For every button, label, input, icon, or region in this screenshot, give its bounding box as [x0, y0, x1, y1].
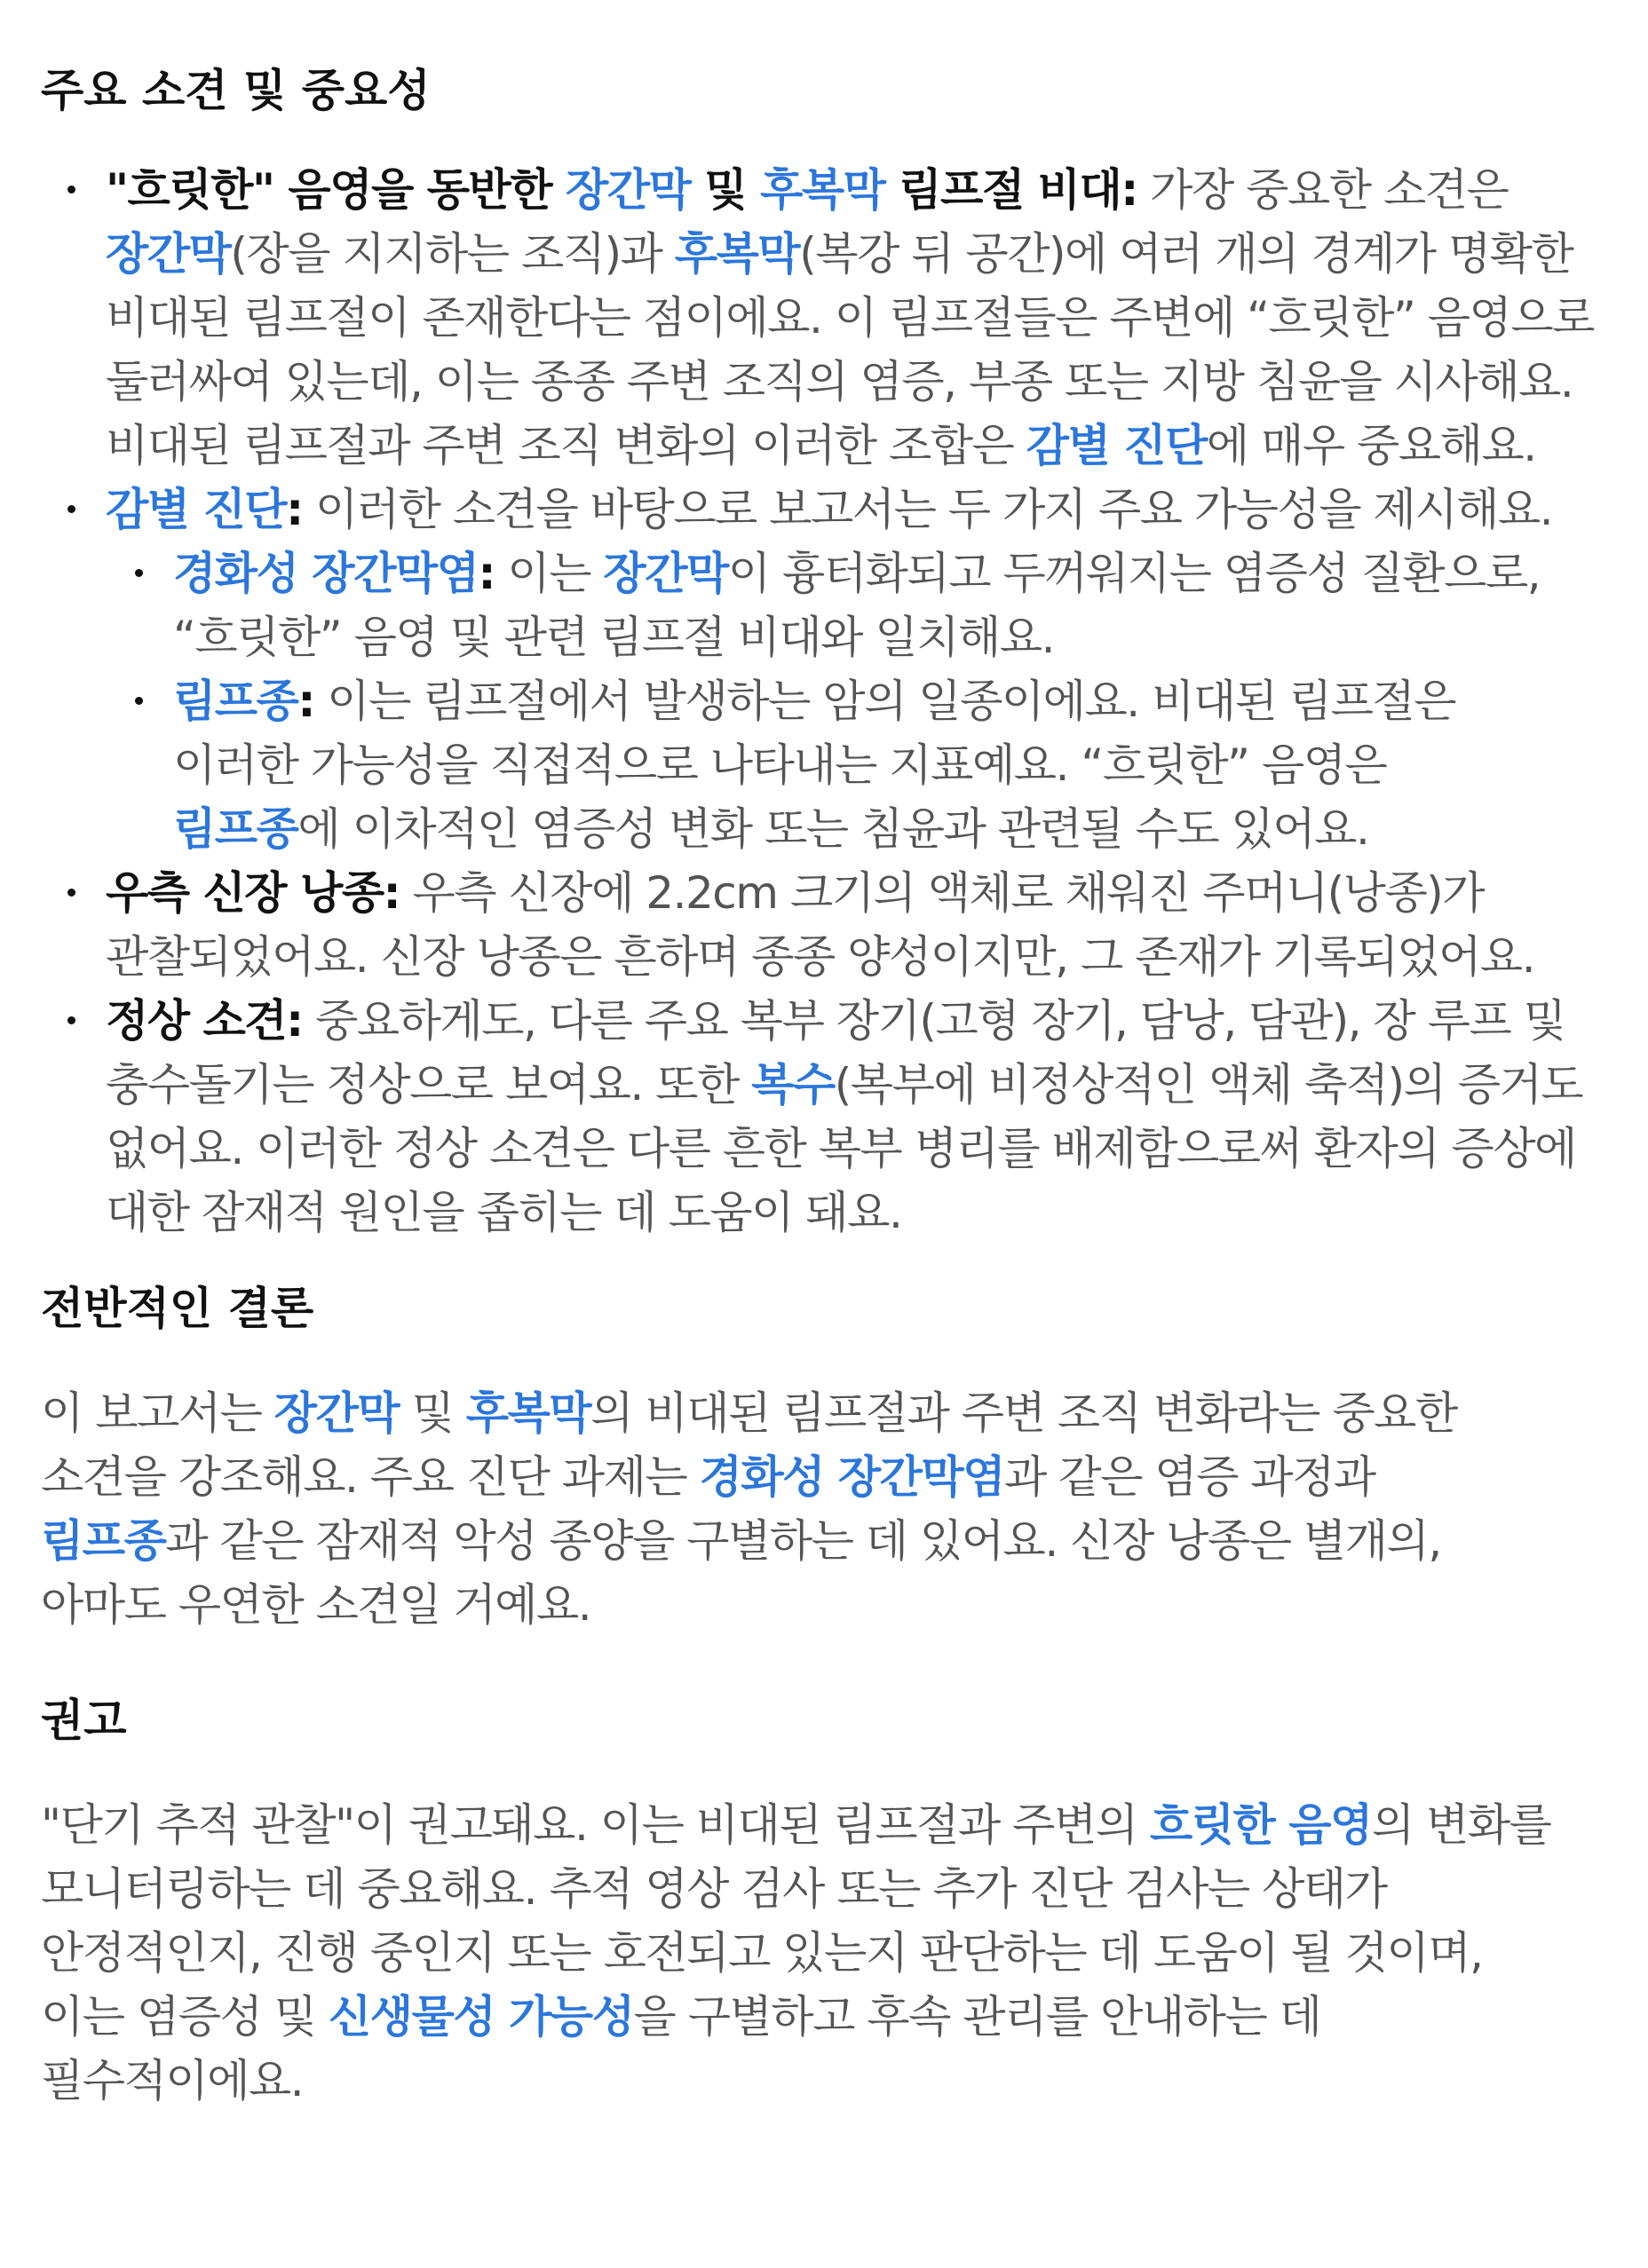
keyword-link-retroperitoneum[interactable]: 후복막: [674, 228, 800, 280]
conclusion-paragraph: 이 보고서는 장간막 및 후복막의 비대된 림프절과 주변 조직 변화라는 중요한 소견을 강조해요. 주요 진단 과제는 경화성 장간막염과 같은 염증 과정과 림프종과 같은 잠재적 악성 종양을 구별하는 데 있어요. 신장 낭종은 별개의, 아마도 우연한 소견일 거예요.: [41, 1387, 1457, 1631]
item-heading: 감별 진단:: [106, 484, 303, 535]
diagnosis-sublist: [106, 541, 1612, 861]
sublist-item-sclerosing-mesenteritis: 경화성 장간막염: 이는 장간막이 흉터화되고 두꺼워지는 염증성 질환으로, “흐릿한” 음영 및 관련 림프절 비대와 일치해요.: [106, 541, 1612, 669]
keyword-link-sclerosing-mesenteritis[interactable]: 경화성 장간막염: [173, 548, 479, 599]
list-item-renal-cyst: 우측 신장 낭종: 우측 신장에 2.2cm 크기의 액체로 채워진 주머니(낭종)가 관찰되었어요. 신장 낭종은 흔하며 종종 양성이지만, 그 존재가 기록되었어요.: [41, 861, 1642, 989]
keyword-link-differential-diagnosis[interactable]: 감별 진단: [1026, 420, 1207, 471]
section-title-conclusion: 전반적인 결론: [41, 1283, 314, 1334]
list-item-differential-diagnosis: 감별 진단: 이러한 소견을 바탕으로 보고서는 두 가지 주요 가능성을 제시해요. 경화성 장간막염: 이는 장간막이 흉터화되고 두꺼워지는 염증성 질환으로, “흐릿한” 음영 및 관련 림프절 비대와 일치해요. 림프종: 이는 림프절에서 발생하는 암의 일종이에요. 비대된 림프절은 이러한 가능성을 직접적으로 나타내는 지표예요. “흐릿한” 음영은 림프종에 이차적인 염증성 변화 또는 침윤과 관련될 수도 있어요.: [41, 478, 1612, 861]
keyword-link-neoplastic-possibility[interactable]: 신생물성 가능성: [328, 1991, 634, 2043]
keyword-link-sclerosing-mesenteritis[interactable]: 경화성 장간막염: [699, 1451, 1005, 1503]
keyword-link-hazy-opacity[interactable]: 흐릿한 음영: [1149, 1799, 1372, 1851]
keyword-link-lymphoma[interactable]: 림프종: [41, 1515, 166, 1567]
keyword-link-mesentery[interactable]: 장간막: [106, 228, 231, 280]
keyword-link-retroperitoneum[interactable]: 후복막: [760, 164, 885, 216]
section-title-findings: 주요 소견 및 중요성: [41, 65, 431, 116]
item-heading: "흐릿한" 음영을 동반한 장간막 및 후복막 림프절 비대:: [106, 164, 1137, 216]
keyword-link-mesentery[interactable]: 장간막: [566, 164, 691, 216]
keyword-link-lymphoma[interactable]: 림프종: [173, 803, 298, 855]
keyword-link-mesentery[interactable]: 장간막: [273, 1387, 400, 1439]
sublist-item-lymphoma: 림프종: 이는 림프절에서 발생하는 암의 일종이에요. 비대된 림프절은 이러한 가능성을 직접적으로 나타내는 지표예요. “흐릿한” 음영은 림프종에 이차적인 염증성 변화 또는 침윤과 관련될 수도 있어요.: [106, 669, 1558, 861]
list-item-normal-findings: 정상 소견: 중요하게도, 다른 주요 복부 장기(고형 장기, 담낭, 담관), 장 루프 및 충수돌기는 정상으로 보여요. 또한 복수(복부에 비정상적인 액체 축적)의 증거도 없어요. 이러한 정상 소견은 다른 흔한 복부 병리를 배제함으로써 환자의 증상에 대한 잠재적 원인을 좁히는 데 도움이 돼요.: [41, 989, 1597, 1245]
item-heading: 우측 신장 낭종:: [106, 867, 400, 919]
list-item-enlarged-lymph-nodes: "흐릿한" 음영을 동반한 장간막 및 후복막 림프절 비대: 가장 중요한 소견은 장간막(장을 지지하는 조직)과 후복막(복강 뒤 공간)에 여러 개의 경계가 명확한 비대된 림프절이 존재한다는 점이에요. 이 림프절들은 주변에 “흐릿한” 음영으로 둘러싸여 있는데, 이는 종종 주변 조직의 염증, 부종 또는 지방 침윤을 시사해요. 비대된 림프절과 주변 조직 변화의 이러한 조합은 감별 진단에 매우 중요해요.: [41, 158, 1642, 478]
keyword-link-lymphoma[interactable]: 림프종: [173, 676, 298, 727]
findings-list: [41, 158, 1612, 1245]
keyword-link-mesentery[interactable]: 장간막: [603, 548, 728, 599]
keyword-link-ascites[interactable]: 복수: [751, 1059, 835, 1110]
keyword-link-retroperitoneum[interactable]: 후복막: [465, 1387, 591, 1439]
keyword-link-differential-diagnosis[interactable]: 감별 진단: [106, 484, 287, 535]
recommendation-paragraph: "단기 추적 관찰"이 권고돼요. 이는 비대된 림프절과 주변의 흐릿한 음영의 변화를 모니터링하는 데 중요해요. 추적 영상 검사 또는 추가 진단 검사는 상태가 안정적인지, 진행 중인지 또는 호전되고 있는지 판단하는 데 도움이 될 것이며, 이는 염증성 및 신생물성 가능성을 구별하고 후속 관리를 안내하는 데 필수적이에요.: [41, 1799, 1551, 2106]
section-title-recommendation: 권고: [41, 1695, 127, 1746]
item-heading: 정상 소견:: [106, 995, 303, 1047]
